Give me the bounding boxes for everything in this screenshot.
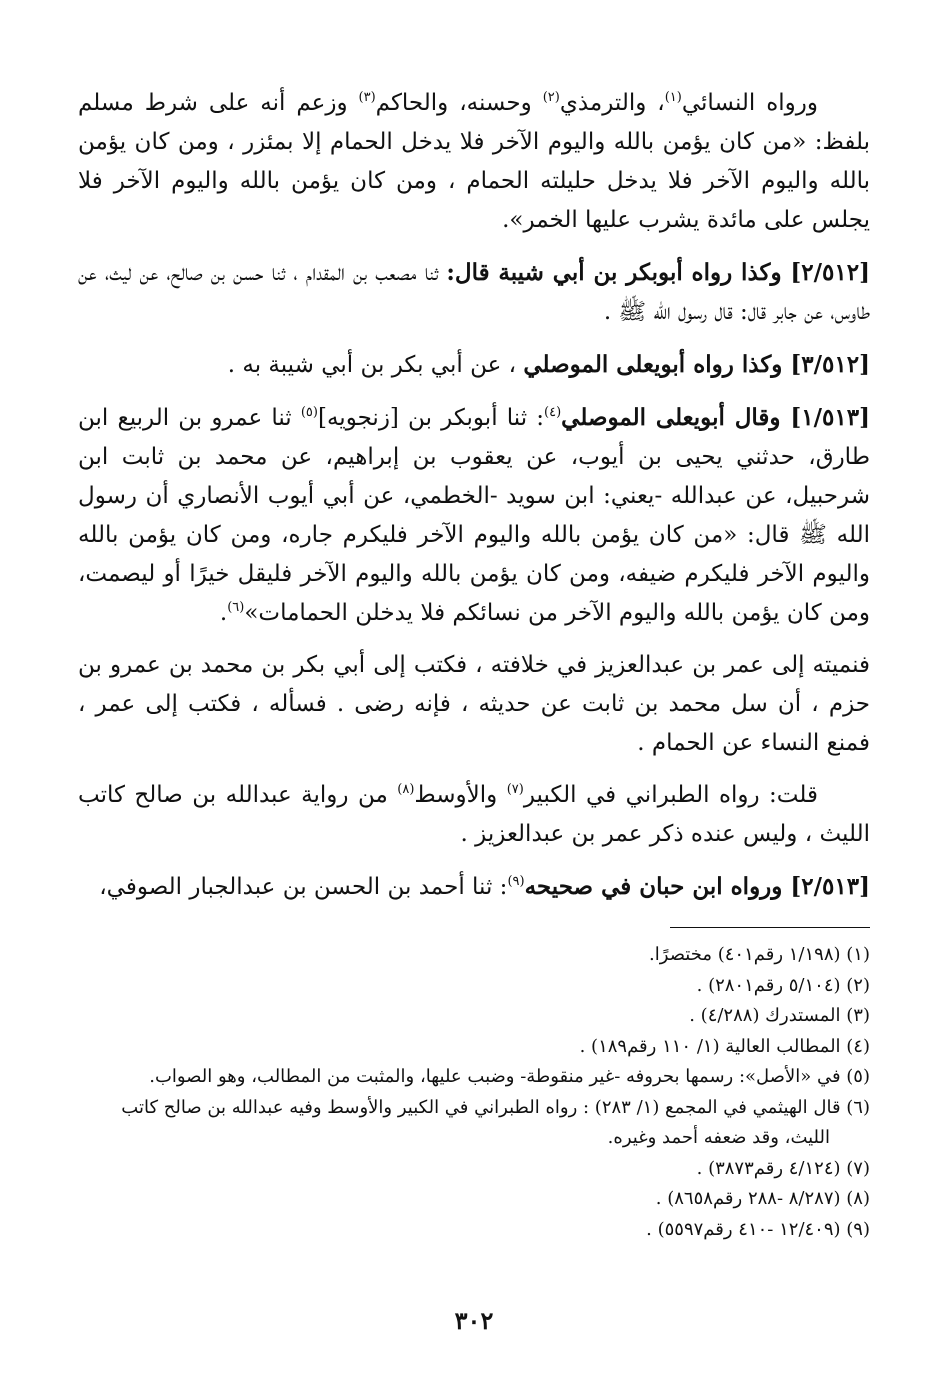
- text-run: ثنا عمرو بن الربيع ابن طارق، حدثني يحيى بن أيوب، عن يعقوب بن إبراهيم، عن محمد بن ثابت ابن شرحبيل، عن عبدالله -يعني: ابن سويد -الخطمي، عن أبي أيوب الأنصاري أن رسول الله ﷺ قال: «من كان يؤمن بالله واليوم الآخر فليكرم جاره، ومن كان يؤمن بالله واليوم الآخر فليكرم ضيفه، ومن كان يؤمن بالله واليوم الآخر فليقل خيرًا أو ليصمت، ومن كان يؤمن بالله واليوم الآخر من نسائكم فلا يدخلن الحمامات»: [78, 405, 870, 626]
- footnote: (٨) (٨/٢٨٧ -٢٨٨ رقم٨٦٥٨) .: [655, 1188, 870, 1209]
- paragraph: [78, 84, 870, 240]
- hadith-reference: [٢/٥١٣] ورواه ابن حبان في صحيحه: [524, 873, 870, 900]
- footnote-marker[interactable]: (٤): [544, 405, 562, 420]
- text-run: فنميته إلى عمر بن عبدالعزيز في خلافته ، فكتب إلى أبي بكر بن محمد بن عمرو بن حزم ، أن سل محمد بن ثابت عن حديثه ، فإنه رضى . فسأله ، فكتب إلى عمر ، فمنع النساء عن الحمام .: [78, 652, 870, 756]
- text-run: : ثنا أحمد بن الحسن بن عبدالجبار الصوفي،: [99, 874, 508, 900]
- hadith-reference: [٣/٥١٢] وكذا رواه أبويعلى الموصلي: [523, 351, 870, 378]
- footnote: (٦) قال الهيثمي في المجمع (١/ ٢٨٣) : رواه الطبراني في الكبير والأوسط وفيه عبدالله بن صالح كاتب: [121, 1096, 870, 1118]
- text-run: ورواه النسائي: [681, 90, 818, 116]
- footnotes: [78, 940, 870, 1245]
- hadith-reference: [٢/٥١٢] وكذا رواه أبوبكر بن أبي شيبة قال:: [446, 259, 871, 286]
- footnote-marker[interactable]: (٨): [397, 782, 415, 797]
- text-run: ، عن أبي بكر بن أبي شيبة به .: [227, 352, 524, 378]
- paragraph: [78, 776, 870, 854]
- paragraph: [78, 253, 870, 332]
- footnote-marker[interactable]: (٩): [507, 874, 525, 889]
- footnote-marker[interactable]: (٢): [542, 90, 560, 105]
- text-run: ثنا مصعب بن المقدام ، ثنا حسن بن صالح، عن ليث، عن طاوس، عن جابر قال: قال رسول الله ﷺ .: [78, 260, 870, 325]
- text-run: ، والترمذي: [559, 90, 665, 116]
- paragraph: [78, 345, 870, 385]
- text-run: من رواية عبدالله بن صالح كاتب الليث ، وليس عنده ذكر عمر بن عبدالعزيز .: [78, 782, 870, 847]
- footnote: (١) (١/١٩٨ رقم٤٠١) مختصرًا.: [649, 944, 870, 965]
- paragraph: [78, 646, 870, 763]
- footnote: (٧) (٤/١٢٤ رقم٣٨٧٣) .: [696, 1157, 870, 1179]
- text-run: .: [219, 600, 228, 626]
- paragraph: [78, 398, 870, 633]
- text-run: وحسنه، والحاكم: [375, 90, 543, 116]
- page-number: ٣٠٢: [454, 1306, 494, 1335]
- paragraph: [78, 867, 870, 907]
- footnote-marker[interactable]: (٥): [300, 405, 318, 420]
- hadith-reference: [١/٥١٣] وقال أبويعلى الموصلي: [561, 404, 870, 431]
- main-text: [78, 84, 870, 907]
- footnote-separator: [670, 927, 870, 928]
- footnote-marker[interactable]: (١): [664, 90, 682, 105]
- footnote: (٩) (١٢/٤٠٩ -٤١٠ رقم٥٥٩٧) .: [646, 1218, 870, 1240]
- footnote-continuation: الليث، وقد ضعفه أحمد وغيره.: [607, 1127, 830, 1148]
- footnote-marker[interactable]: (٣): [358, 90, 376, 105]
- footnote: (٢) (٥/١٠٤ رقم٢٨٠١) .: [696, 974, 870, 996]
- footnote-marker[interactable]: (٧): [506, 782, 524, 797]
- footnote: (٥) في «الأصل»: رسمها بحروفه -غير منقوطة- وضبب عليها، والمثبت من المطالب، وهو الصواب.: [149, 1066, 870, 1087]
- text-run: وزعم أنه على شرط مسلم بلفظ: «من كان يؤمن بالله واليوم الآخر فلا يدخل الحمام إلا بمئزر ، ومن كان يؤمن بالله واليوم الآخر فلا يدخل حليلته الحمام ، ومن كان يؤمن بالله واليوم الآخر فلا يجلس على مائدة يشرب عليها الخمر».: [78, 90, 870, 233]
- text-run: والأوسط: [414, 782, 507, 808]
- footnote: (٣) المستدرك (٤/٢٨٨) .: [689, 1005, 870, 1026]
- text-run: قلت: رواه الطبراني في الكبير: [523, 782, 819, 808]
- footnote: (٤) المطالب العالية (١/ ١١٠ رقم١٨٩) .: [579, 1035, 870, 1057]
- text-run: : ثنا أبوبكر بن [زنجويه]: [317, 405, 545, 431]
- footnote-marker[interactable]: (٦): [227, 600, 245, 615]
